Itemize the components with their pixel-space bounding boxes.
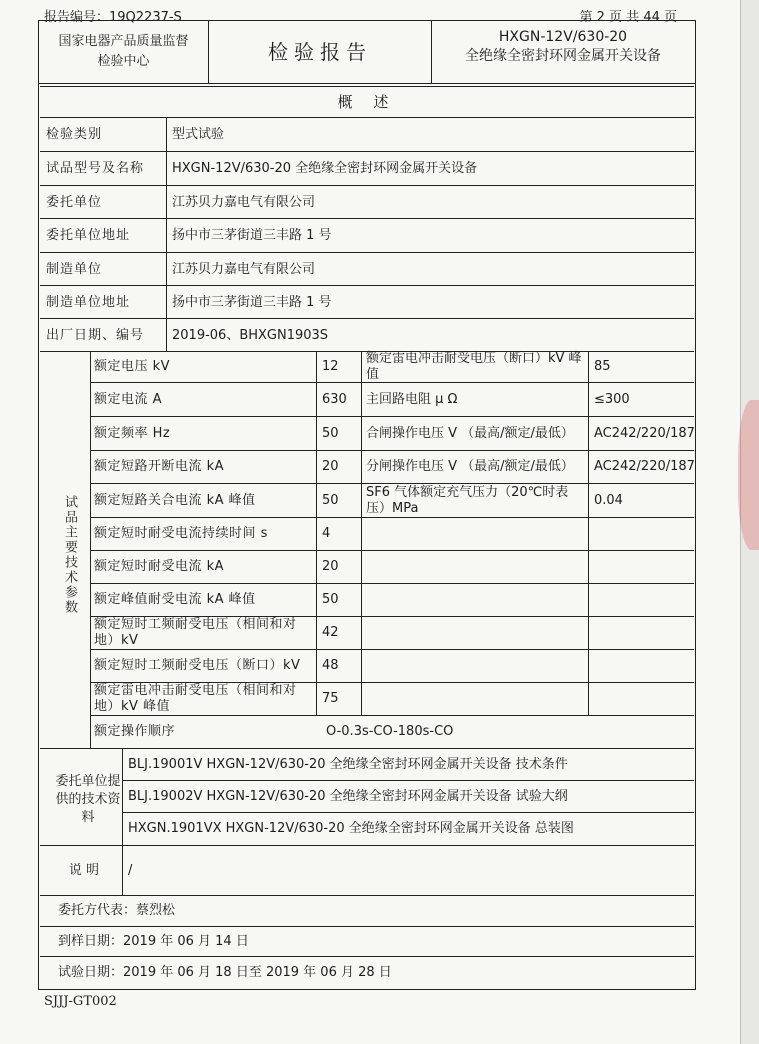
- client-address-label: 委托单位地址: [46, 228, 131, 243]
- manufacturer-label: 制造单位: [46, 262, 103, 277]
- param-label: 额定短路关合电流 kA 峰值: [94, 493, 256, 508]
- section-title: 概 述: [337, 93, 397, 111]
- operating-sequence-value: O-0.3s-CO-180s-CO: [326, 724, 454, 739]
- sample-model-value: HXGN-12V/630-20 全绝缘全密封环网金属开关设备: [172, 161, 478, 176]
- param-label: 额定短时工频耐受电压（相间和对地）kV: [94, 617, 297, 648]
- param-label: 额定短时耐受电流 kA: [94, 559, 225, 574]
- param-value: 12: [322, 359, 339, 374]
- document-item: BLJ.19001V HXGN-12V/630-20 全绝缘全密封环网金属开关设备 技术条件: [128, 756, 568, 772]
- param-value: 50: [322, 493, 339, 508]
- param-value: 50: [322, 426, 339, 441]
- param-label-2: SF6 气体额定充气压力（20℃时表压）MPa: [366, 485, 569, 516]
- param-value-2: AC242/220/187: [594, 459, 695, 474]
- product-model: HXGN-12V/630-20: [498, 29, 628, 45]
- param-label-2: 主回路电阻 μ Ω: [366, 392, 458, 407]
- document-item: HXGN.1901VX HXGN-12V/630-20 全绝缘全密封环网金属开关设备 总装图: [128, 821, 574, 836]
- client-label: 委托单位: [46, 195, 103, 210]
- client-representative: 委托方代表：蔡烈松: [58, 903, 176, 918]
- param-value: 20: [322, 559, 339, 574]
- param-value: 42: [322, 625, 339, 640]
- param-label: 额定电流 A: [94, 392, 163, 407]
- client-address-value: 扬中市三茅街道三丰路 1 号: [172, 228, 332, 243]
- param-label: 额定雷电冲击耐受电压（相间和对地）kV 峰值: [94, 683, 297, 714]
- operating-sequence-label: 额定操作顺序: [94, 724, 176, 739]
- param-value: 630: [322, 392, 347, 407]
- form-code: SJJJ-GT002: [44, 994, 117, 1009]
- documents-label: 委托单位提供的技术资料: [55, 774, 121, 825]
- sample-model-label: 试品型号及名称: [46, 161, 145, 176]
- inspection-type-label: 检验类别: [46, 127, 103, 142]
- page-info: 第 2 页 共 44 页: [579, 10, 677, 25]
- document-item: BLJ.19002V HXGN-12V/630-20 全绝缘全密封环网金属开关设备 试验大纲: [128, 788, 568, 804]
- production-date-value: 2019-06、BHXGN1903S: [172, 328, 329, 343]
- manufacturer-address-label: 制造单位地址: [46, 295, 131, 310]
- params-group-label: 试品主要技术参数: [62, 495, 77, 615]
- client-value: 江苏贝力嘉电气有限公司: [172, 195, 316, 210]
- param-label-2: 分闸操作电压 V （最高/额定/最低）: [366, 459, 574, 474]
- param-value-2: 85: [594, 359, 611, 374]
- manufacturer-value: 江苏贝力嘉电气有限公司: [172, 262, 316, 277]
- param-value: 4: [322, 526, 331, 541]
- param-label-2: 额定雷电冲击耐受电压（断口）kV 峰值: [366, 351, 582, 382]
- org-line-2: 检验中心: [97, 54, 150, 69]
- param-value: 20: [322, 459, 339, 474]
- param-label: 额定电压 kV: [94, 359, 171, 374]
- report-number: 报告编号：19Q2237-S: [44, 10, 182, 25]
- production-date-label: 出厂日期、编号: [46, 328, 145, 343]
- param-label-2: 合闸操作电压 V （最高/额定/最低）: [366, 426, 574, 441]
- param-value-2: 0.04: [594, 493, 623, 508]
- seal-stamp: [738, 400, 759, 550]
- param-value-2: ≤300: [594, 392, 630, 407]
- inspection-type-value: 型式试验: [172, 127, 225, 142]
- param-value: 48: [322, 658, 339, 673]
- param-label: 额定短路开断电流 kA: [94, 459, 225, 474]
- org-line-1: 国家电器产品质量监督: [58, 34, 189, 49]
- param-label: 额定峰值耐受电流 kA 峰值: [94, 592, 256, 607]
- remarks-value: /: [128, 862, 133, 878]
- remarks-label: 说 明: [68, 862, 100, 878]
- test-date: 试验日期：2019 年 06 月 18 日至 2019 年 06 月 28 日: [58, 964, 392, 980]
- param-label: 额定短时工频耐受电压（断口）kV: [94, 658, 301, 673]
- manufacturer-address-value: 扬中市三茅街道三丰路 1 号: [172, 295, 332, 310]
- param-label: 额定频率 Hz: [94, 426, 171, 441]
- param-value: 50: [322, 592, 339, 607]
- param-value-2: AC242/220/187: [594, 426, 695, 441]
- param-value: 75: [322, 691, 339, 706]
- report-title: 检验报告: [209, 21, 432, 83]
- product-name: 全绝缘全密封环网金属开关设备: [465, 48, 661, 64]
- param-label: 额定短时耐受电流持续时间 s: [94, 526, 268, 541]
- arrival-date: 到样日期：2019 年 06 月 14 日: [58, 933, 249, 949]
